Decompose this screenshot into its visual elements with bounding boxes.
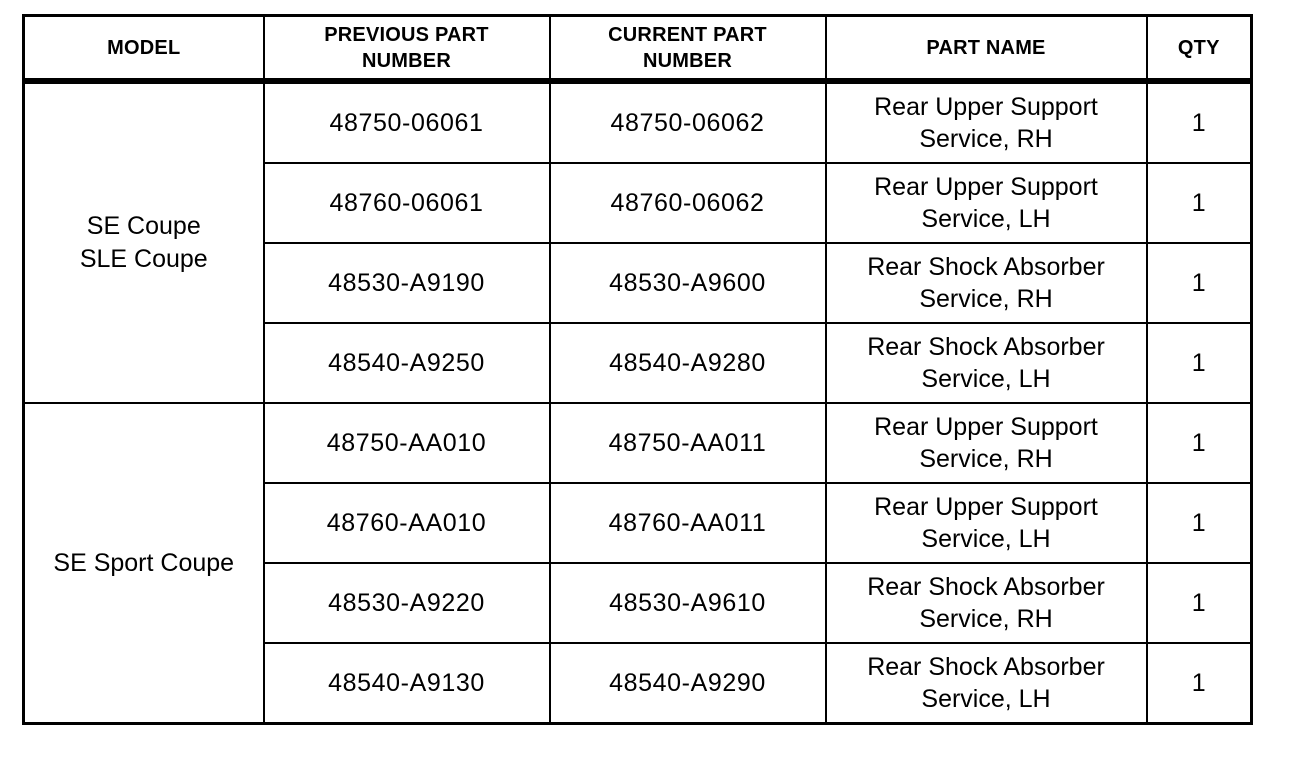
qty: 1 — [1147, 403, 1252, 483]
header-previous-line2: NUMBER — [362, 49, 451, 72]
part-name-line1: Rear Shock Absorber — [867, 253, 1105, 281]
current-part-number: 48760-AA011 — [550, 483, 826, 563]
parts-table — [22, 14, 1253, 725]
previous-part-number: 48530-A9190 — [264, 243, 550, 323]
header-current-line1: CURRENT PART — [608, 23, 767, 46]
header-part-name: PART NAME — [826, 16, 1147, 82]
part-name — [826, 403, 1147, 483]
header-row — [24, 16, 1252, 82]
part-name — [826, 323, 1147, 403]
part-name-line2: Service, LH — [921, 525, 1051, 553]
part-name — [826, 483, 1147, 563]
part-name — [826, 163, 1147, 243]
part-name-line1: Rear Shock Absorber — [867, 573, 1105, 601]
model-line: SLE Coupe — [79, 245, 208, 273]
table-body — [24, 81, 1252, 724]
model-cell — [24, 403, 264, 724]
part-name-line1: Rear Upper Support — [874, 93, 1098, 121]
previous-part-number: 48540-A9130 — [264, 643, 550, 724]
part-name-line2: Service, LH — [921, 685, 1051, 713]
header-current-part-number — [550, 16, 826, 82]
part-name-line2: Service, RH — [919, 445, 1053, 473]
previous-part-number: 48750-06061 — [264, 81, 550, 163]
qty: 1 — [1147, 163, 1252, 243]
part-name-line1: Rear Upper Support — [874, 173, 1098, 201]
current-part-number: 48540-A9280 — [550, 323, 826, 403]
previous-part-number: 48530-A9220 — [264, 563, 550, 643]
part-name-line2: Service, RH — [919, 125, 1053, 153]
previous-part-number: 48760-06061 — [264, 163, 550, 243]
model-line: SE Coupe — [86, 212, 201, 240]
model-line: SE Sport Coupe — [53, 548, 235, 577]
qty: 1 — [1147, 81, 1252, 163]
part-name-line1: Rear Shock Absorber — [867, 333, 1105, 361]
header-previous-part-number — [264, 16, 550, 82]
part-name — [826, 243, 1147, 323]
qty: 1 — [1147, 243, 1252, 323]
part-name — [826, 81, 1147, 163]
part-name-line2: Service, RH — [919, 285, 1053, 313]
header-previous-line1: PREVIOUS PART — [324, 23, 489, 46]
part-name-line2: Service, RH — [919, 605, 1053, 633]
current-part-number: 48530-A9600 — [550, 243, 826, 323]
qty: 1 — [1147, 483, 1252, 563]
header-model: MODEL — [24, 16, 264, 82]
table-header — [24, 16, 1252, 82]
header-qty: QTY — [1147, 16, 1252, 82]
table-row — [24, 403, 1252, 483]
part-name — [826, 563, 1147, 643]
current-part-number: 48750-AA011 — [550, 403, 826, 483]
qty: 1 — [1147, 563, 1252, 643]
qty: 1 — [1147, 323, 1252, 403]
table-row — [24, 81, 1252, 163]
current-part-number: 48750-06062 — [550, 81, 826, 163]
part-name — [826, 643, 1147, 724]
qty: 1 — [1147, 643, 1252, 724]
current-part-number: 48530-A9610 — [550, 563, 826, 643]
previous-part-number: 48750-AA010 — [264, 403, 550, 483]
model-cell — [24, 81, 264, 403]
previous-part-number: 48760-AA010 — [264, 483, 550, 563]
header-current-line2: NUMBER — [643, 49, 732, 72]
part-name-line1: Rear Upper Support — [874, 413, 1098, 441]
current-part-number: 48760-06062 — [550, 163, 826, 243]
part-name-line2: Service, LH — [921, 205, 1051, 233]
part-name-line1: Rear Shock Absorber — [867, 653, 1105, 681]
part-name-line2: Service, LH — [921, 365, 1051, 393]
current-part-number: 48540-A9290 — [550, 643, 826, 724]
previous-part-number: 48540-A9250 — [264, 323, 550, 403]
part-name-line1: Rear Upper Support — [874, 493, 1098, 521]
